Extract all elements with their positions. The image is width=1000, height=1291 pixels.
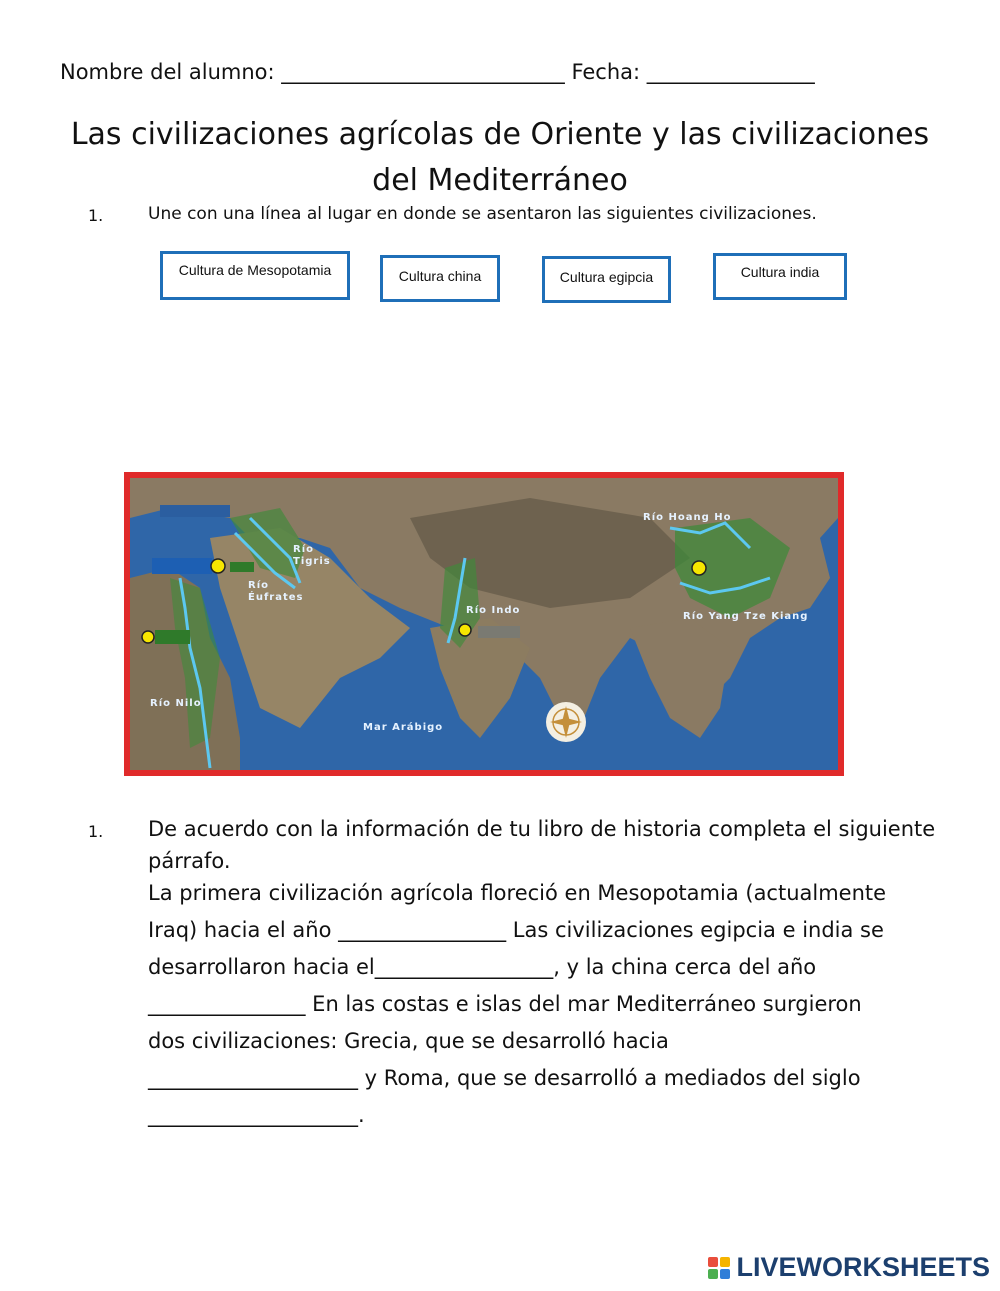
- q2-line: párrafo.: [148, 849, 231, 873]
- marker-egipto[interactable]: [142, 631, 154, 643]
- q2-line[interactable]: ____________________ y Roma, que se desarrolló a mediados del siglo: [148, 1066, 861, 1090]
- label-tigris-1: Río: [293, 544, 314, 555]
- marker-china[interactable]: [692, 561, 706, 575]
- answer-blank-3[interactable]: [230, 562, 254, 572]
- option-india[interactable]: [713, 253, 847, 300]
- q2-line[interactable]: ____________________.: [148, 1103, 365, 1127]
- brand-text: LIVEWORKSHEETS: [736, 1252, 990, 1282]
- answer-blank-2[interactable]: [152, 558, 212, 574]
- compass-rose-icon: [546, 702, 586, 742]
- q1-instruction: Une con una línea al lugar en donde se asentaron las siguientes civilizaciones.: [148, 204, 817, 224]
- option-label: Cultura china: [398, 268, 482, 284]
- q2-line: La primera civilización agrícola floreció en Mesopotamia (actualmente: [148, 881, 887, 905]
- q2-line[interactable]: desarrollaron hacia el_________________, y la china cerca del año: [148, 955, 817, 979]
- date-label: Fecha:: [571, 60, 641, 84]
- label-yang-tze: Río Yang Tze Kiang: [683, 611, 809, 622]
- student-header: [60, 60, 815, 84]
- option-label: Cultura india: [740, 264, 820, 280]
- answer-blank-1[interactable]: [160, 505, 230, 517]
- title-line-2: del Mediterráneo: [372, 163, 628, 198]
- label-eufrates-1: Río: [248, 580, 269, 591]
- map-image: [130, 478, 838, 770]
- q2-line: dos civilizaciones: Grecia, que se desarrolló hacia: [148, 1029, 669, 1053]
- q2-line[interactable]: Iraq) hacia el año ________________ Las civilizaciones egipcia e india se: [148, 918, 884, 942]
- answer-blank-5[interactable]: [478, 626, 520, 638]
- q2-paragraph: [148, 814, 948, 1137]
- q2-line[interactable]: _______________ En las costas e islas del mar Mediterráneo surgieron: [148, 992, 862, 1016]
- label-nilo: Río Nilo: [150, 698, 202, 709]
- q2-line: De acuerdo con la información de tu libro de historia completa el siguiente: [148, 817, 936, 841]
- map-frame: [124, 472, 844, 776]
- option-label: Cultura egipcia: [559, 269, 654, 285]
- date-blank[interactable]: ________________: [646, 60, 815, 84]
- page-title: [40, 112, 960, 204]
- label-tigris-2: Tigris: [293, 556, 331, 567]
- q1-number: 1.: [88, 206, 104, 225]
- option-china[interactable]: [380, 255, 500, 302]
- label-indo: Río Indo: [466, 605, 521, 616]
- label-eufrates-2: Éufrates: [248, 592, 304, 603]
- marker-mesopotamia[interactable]: [211, 559, 225, 573]
- student-name-label: Nombre del alumno:: [60, 60, 275, 84]
- answer-blank-4[interactable]: [155, 630, 190, 644]
- liveworksheets-logo-icon: [708, 1257, 730, 1279]
- option-egipcia[interactable]: [542, 256, 671, 303]
- q2-number: 1.: [88, 822, 104, 841]
- option-mesopotamia[interactable]: [160, 251, 350, 300]
- title-line-1: Las civilizaciones agrícolas de Oriente y las civilizaciones: [70, 117, 930, 152]
- student-name-blank[interactable]: ___________________________: [281, 60, 565, 84]
- liveworksheets-brand: [708, 1252, 990, 1283]
- option-label: Cultura de Mesopotamia: [178, 262, 332, 278]
- label-mar-arabigo: Mar Arábigo: [363, 722, 444, 733]
- label-hoang-ho: Río Hoang Ho: [643, 512, 732, 523]
- marker-india[interactable]: [459, 624, 471, 636]
